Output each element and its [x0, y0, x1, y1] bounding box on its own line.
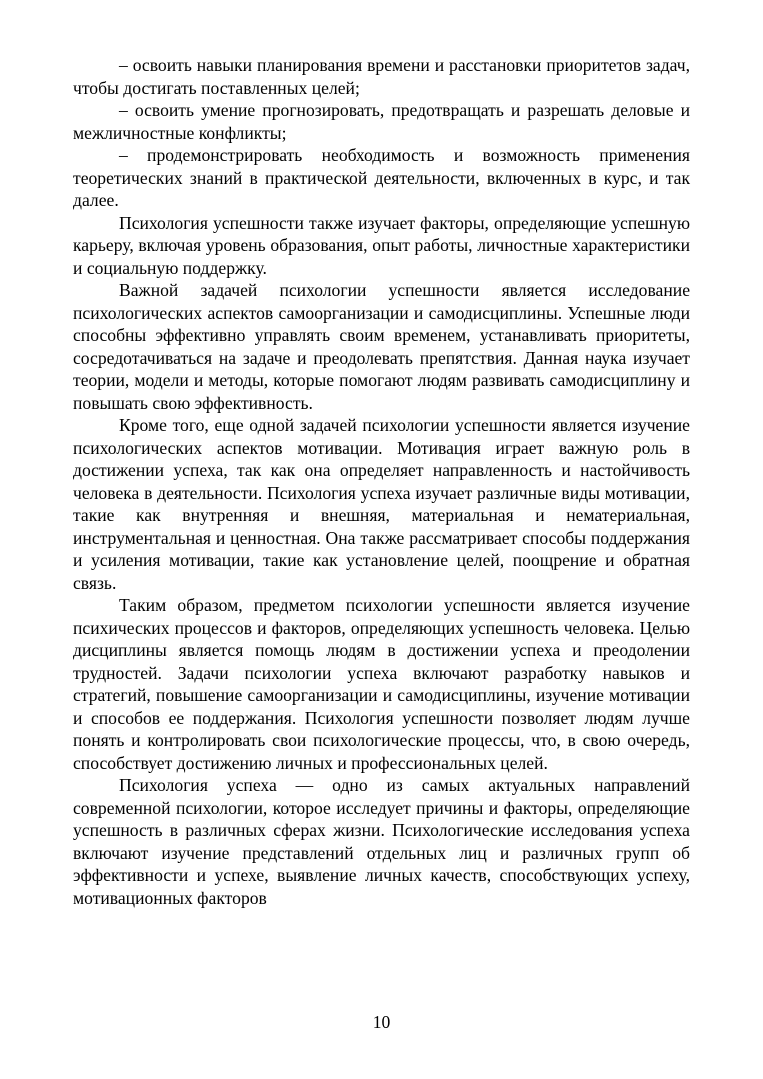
page-body	[73, 54, 690, 909]
paragraph-motivation: Кроме того, еще одной задачей психологии успешности является изучение психологических аспектов мотивации. Мотивация играет важную роль в достижении успеха, так как она определяет направленность и настойчивость человека в деятельности. Психология успеха изучает различные виды мотивации, такие как внутренняя и внешняя, материальная и нематериальная, инструментальная и ценностная. Она также рассматривает способы поддержания и усиления мотивации, такие как установление целей, поощрение и обратная связь.	[73, 415, 690, 593]
paragraph-success-psychology: Психология успеха — одно из самых актуальных направлений современной психологии, которое исследует причины и факторы, определяющие успешность в различных сферах жизни. Психологические исследования успеха включают изучение представлений отдельных лиц и различных групп об эффективности и успехе, выявление личных качеств, способствующих успеху, мотивационных факторов	[73, 775, 690, 908]
page-number: 10	[372, 1012, 391, 1032]
paragraph-career-factors: Психология успешности также изучает факторы, определяющие успешную карьеру, включая уровень образования, опыт работы, личностные характеристики и социальную поддержку.	[73, 212, 690, 278]
paragraph-bullet-time-planning: – освоить навыки планирования времени и расстановки приоритетов задач, чтобы достигать поставленных целей;	[73, 55, 690, 98]
paragraph-self-discipline: Важной задачей психологии успешности является исследование психологических аспектов самоорганизации и самодисциплины. Успешные люди способны эффективно управлять своим временем, устанавливать приоритеты, сосредотачиваться на задаче и преодолевать препятствия. Данная наука изучает теории, модели и методы, которые помогают людям развивать самодисциплину и повышать свою эффективность.	[73, 280, 690, 413]
paragraph-bullet-conflicts: – освоить умение прогнозировать, предотвращать и разрешать деловые и межличностные конфликты;	[73, 100, 690, 143]
paragraph-summary: Таким образом, предметом психологии успешности является изучение психических процессов и факторов, определяющих успешность человека. Целью дисциплины является помощь людям в достижении успеха и преодолении трудностей. Задачи психологии успеха включают разработку навыков и стратегий, повышение самоорганизации и самодисциплины, изучение мотивации и способов ее поддержания. Психология успешности позволяет людям лучше понять и контролировать свои психологические процессы, что, в свою очередь, способствует достижению личных и профессиональных целей.	[73, 595, 690, 773]
paragraph-bullet-theory-practice: – продемонстрировать необходимость и возможность применения теоретических знаний в практической деятельности, включенных в курс, и так далее.	[73, 145, 690, 210]
